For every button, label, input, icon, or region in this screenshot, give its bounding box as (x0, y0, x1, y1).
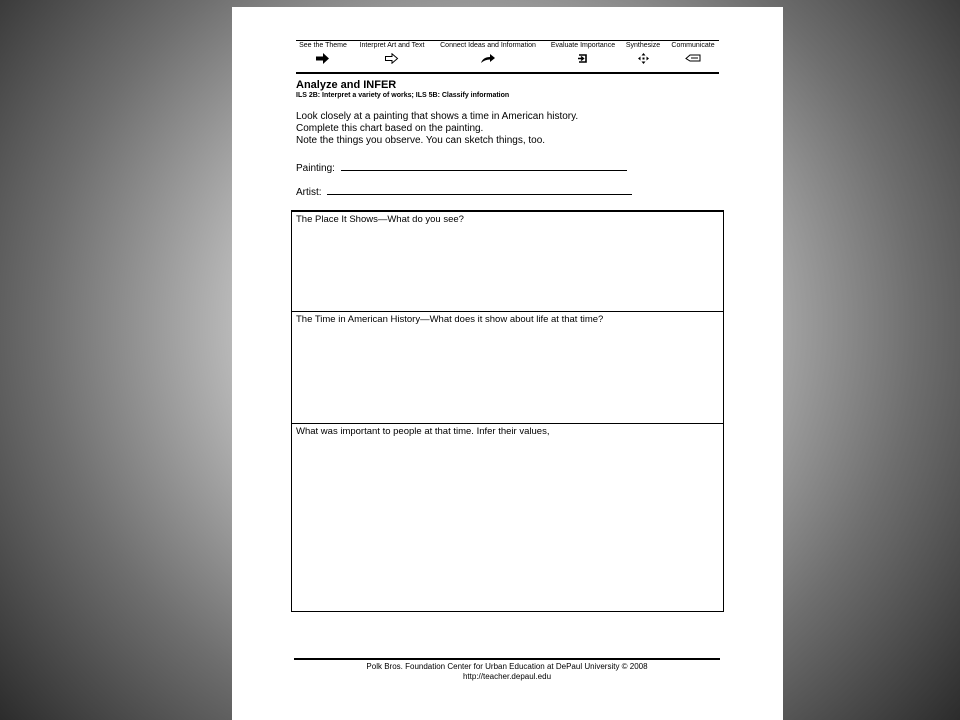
left-pointing-hand-arrow-icon (667, 53, 719, 64)
chart-row-prompt: The Place It Shows—What do you see? (296, 214, 464, 225)
artist-label: Artist: (296, 187, 322, 198)
standards-subtitle: ILS 2B: Interpret a variety of works; ILS 5B: Classify information (296, 92, 510, 99)
step-label: Synthesize (625, 42, 661, 49)
footer-url: http://teacher.depaul.edu (462, 672, 552, 681)
footer (294, 658, 720, 682)
instruction-line: Look closely at a painting that shows a time in American history. (296, 111, 579, 122)
step-label: Evaluate Importance (550, 42, 616, 49)
step-connect-ideas-and-information (435, 42, 541, 64)
step-see-the-theme (296, 42, 350, 64)
four-way-arrows-icon (623, 53, 663, 64)
chart-row-values[interactable] (292, 424, 723, 611)
step-interpret-art-and-text (356, 42, 428, 64)
worksheet-page (232, 7, 783, 720)
instructions (296, 111, 578, 147)
footer-rule (294, 658, 720, 660)
painting-field (296, 162, 627, 174)
chart-row-time[interactable] (292, 312, 723, 424)
step-label: Communicate (671, 42, 715, 49)
instruction-line: Note the things you observe. You can sketch things, too. (296, 135, 546, 146)
chart-row-place[interactable] (292, 212, 723, 312)
step-label: Connect Ideas and Information (440, 42, 536, 49)
step-evaluate-importance (547, 42, 619, 64)
return-arrow-icon (547, 53, 619, 64)
step-synthesize (623, 42, 663, 64)
worksheet-title: Analyze and INFER (296, 79, 397, 91)
observation-chart (291, 210, 724, 612)
painting-blank-line[interactable] (341, 162, 627, 171)
artist-field (296, 186, 632, 198)
instruction-line: Complete this chart based on the painting. (296, 123, 484, 134)
step-label: See the Theme (299, 42, 347, 49)
step-communicate (667, 42, 719, 64)
step-navigation (296, 40, 719, 74)
solid-right-arrow-icon (296, 53, 350, 64)
step-label: Interpret Art and Text (359, 42, 425, 49)
curved-arrow-icon (435, 53, 541, 64)
footer-credit: Polk Bros. Foundation Center for Urban Education at DePaul University © 2008 (366, 662, 648, 671)
painting-label: Painting: (296, 163, 335, 174)
outline-right-arrow-icon (356, 53, 428, 64)
artist-blank-line[interactable] (327, 186, 632, 195)
chart-row-prompt: What was important to people at that time. Infer their values, (296, 426, 550, 437)
nav-bottom-rule (296, 72, 719, 74)
nav-top-rule (296, 40, 719, 41)
chart-row-prompt: The Time in American History—What does it show about life at that time? (296, 314, 604, 325)
